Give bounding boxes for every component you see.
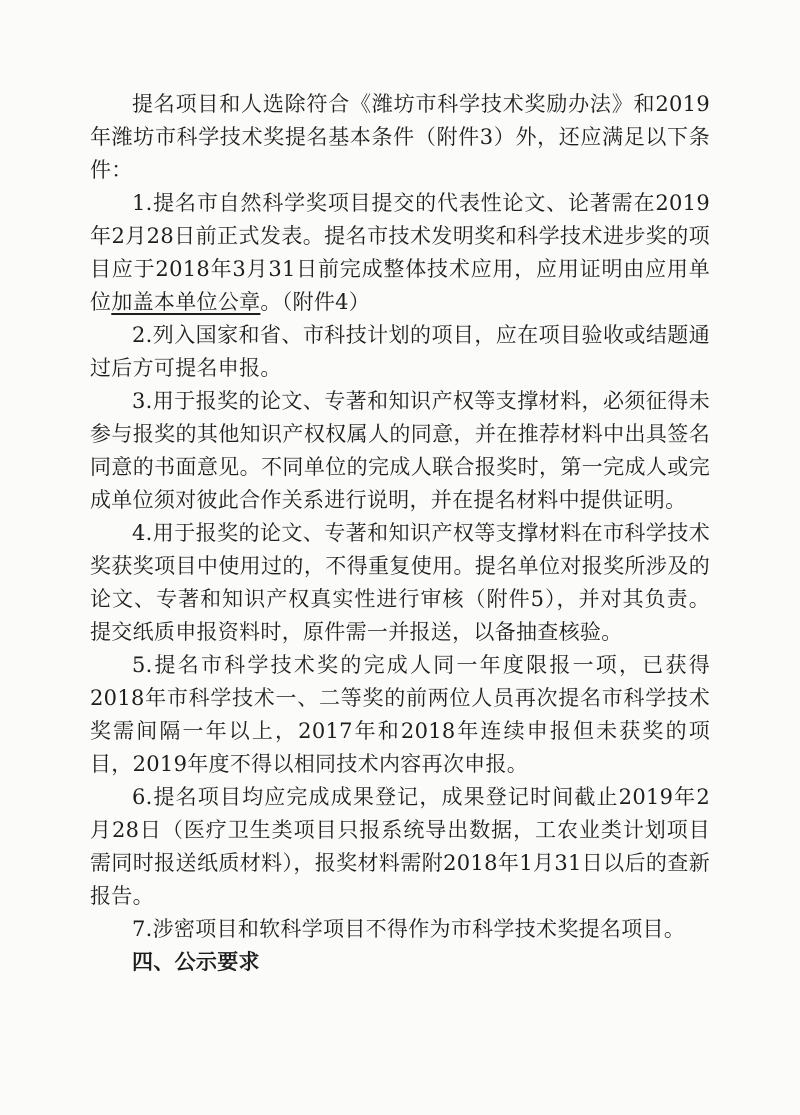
intro-paragraph: 提名项目和人选除符合《潍坊市科学技术奖励办法》和2019年潍坊市科学技术奖提名基本条件（附件3）外，还应满足以下条件： (90, 92, 710, 182)
condition-item-4: 4.用于报奖的论文、专著和知识产权等支撑材料在市科学技术奖获奖项目中使用过的，不得重复使用。提名单位对报奖所涉及的论文、专著和知识产权真实性进行审核（附件5），并对其负责。提交纸质申报资料时，原件需一并报送，以备抽查核验。 (90, 521, 710, 644)
condition-item-3: 3.用于报奖的论文、专著和知识产权等支撑材料，必须征得未参与报奖的其他知识产权权属人的同意，并在推荐材料中出具签名同意的书面意见。不同单位的完成人联合报奖时，第一完成人或完成单位须对彼此合作关系进行说明，并在提名材料中提供证明。 (90, 389, 710, 512)
condition-item-1-tail: 。（附件4） (260, 290, 371, 314)
condition-item-1 (90, 187, 710, 319)
condition-item-6: 6.提名项目均应完成成果登记，成果登记时间截止2019年2月28日（医疗卫生类项目只报系统导出数据，工农业类计划项目需同时报送纸质材料），报奖材料需附2018年1月31日以后的查新报告。 (90, 785, 710, 908)
condition-item-7: 7.涉密项目和软科学项目不得作为市科学技术奖提名项目。 (132, 917, 686, 941)
condition-item-5: 5.提名市科学技术奖的完成人同一年度限报一项，已获得2018年市科学技术一、二等奖的前两位人员再次提名市科学技术奖需间隔一年以上，2017年和2018年连续申报但未获奖的项目，2019年度不得以相同技术内容再次申报。 (90, 653, 710, 776)
condition-item-1-text: 1.提名市自然科学奖项目提交的代表性论文、论著需在2019年2月28日前正式发表。提名市技术发明奖和科学技术进步奖的项目应于2018年3月31日前完成整体技术应用，应用证明由应用单位 (90, 191, 710, 314)
condition-item-2: 2.列入国家和省、市科技计划的项目，应在项目验收或结题通过后方可提名申报。 (90, 323, 710, 380)
document-page (90, 88, 710, 979)
section-heading: 四、公示要求 (132, 950, 260, 974)
underlined-seal-requirement: 加盖本单位公章 (111, 290, 261, 314)
